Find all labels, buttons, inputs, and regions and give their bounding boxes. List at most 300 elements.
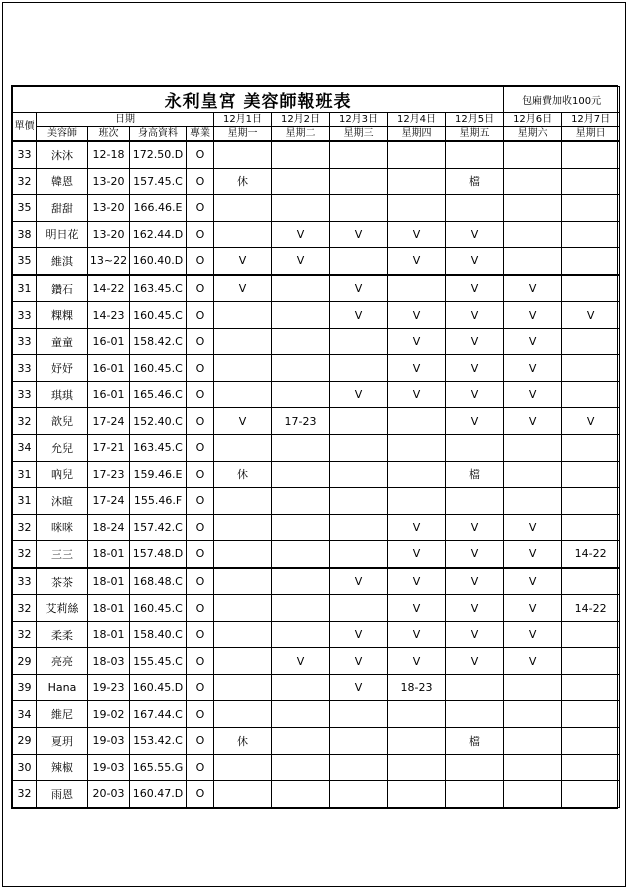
day-cell-3	[330, 168, 388, 195]
header-date-1: 12月1日	[214, 113, 272, 127]
body-stats-cell: 160.45.C	[130, 302, 187, 329]
day-cell-1	[214, 781, 272, 808]
day-cell-5: V	[446, 541, 504, 568]
body-stats-cell: 158.42.C	[130, 328, 187, 355]
day-cell-4	[388, 754, 446, 781]
day-cell-6	[504, 754, 562, 781]
shift-cell: 19-23	[88, 674, 130, 701]
shift-cell: 18-01	[88, 595, 130, 622]
table-row	[13, 141, 620, 168]
specialty-cell: O	[187, 195, 214, 222]
day-cell-5: V	[446, 648, 504, 675]
day-cell-3	[330, 195, 388, 222]
header-shift: 班次	[88, 127, 130, 142]
table-row	[13, 248, 620, 275]
day-cell-3: V	[330, 221, 388, 248]
day-cell-1	[214, 221, 272, 248]
day-cell-1: 休	[214, 728, 272, 755]
table-row	[13, 648, 620, 675]
body-stats-cell: 158.40.C	[130, 621, 187, 648]
specialty-cell: O	[187, 541, 214, 568]
day-cell-4	[388, 701, 446, 728]
day-cell-1	[214, 302, 272, 329]
rate-cell: 34	[13, 701, 37, 728]
private-room-fee-note: 包廂費加收100元	[504, 87, 620, 113]
day-cell-1	[214, 195, 272, 222]
day-cell-1	[214, 621, 272, 648]
day-cell-2	[272, 674, 330, 701]
name-cell: 三三	[37, 541, 88, 568]
shift-cell: 16-01	[88, 355, 130, 382]
day-cell-4: V	[388, 595, 446, 622]
day-cell-6	[504, 248, 562, 275]
specialty-cell: O	[187, 781, 214, 808]
day-cell-1	[214, 595, 272, 622]
name-cell: 雨恩	[37, 781, 88, 808]
day-cell-7	[562, 488, 620, 515]
rate-cell: 29	[13, 728, 37, 755]
day-cell-2	[272, 195, 330, 222]
day-cell-5: V	[446, 302, 504, 329]
day-cell-7	[562, 355, 620, 382]
day-cell-1	[214, 514, 272, 541]
shift-cell: 18-24	[88, 514, 130, 541]
day-cell-4	[388, 488, 446, 515]
rate-cell: 38	[13, 221, 37, 248]
day-cell-3	[330, 408, 388, 435]
page-title: 永利皇宮 美容師報班表	[13, 87, 504, 113]
day-cell-1	[214, 488, 272, 515]
day-cell-1: V	[214, 275, 272, 302]
day-cell-5: V	[446, 595, 504, 622]
shift-cell: 17-24	[88, 408, 130, 435]
table-row	[13, 728, 620, 755]
header-dates-row	[13, 113, 620, 127]
header-date-6: 12月6日	[504, 113, 562, 127]
name-cell: 辣椒	[37, 754, 88, 781]
day-cell-7: 14-22	[562, 595, 620, 622]
table-row	[13, 674, 620, 701]
day-cell-7	[562, 514, 620, 541]
day-cell-7	[562, 568, 620, 595]
day-cell-3	[330, 248, 388, 275]
body-stats-cell: 159.46.E	[130, 461, 187, 488]
rate-cell: 33	[13, 568, 37, 595]
day-cell-7	[562, 168, 620, 195]
shift-cell: 13-20	[88, 195, 130, 222]
day-cell-3	[330, 701, 388, 728]
day-cell-3: V	[330, 568, 388, 595]
specialty-cell: O	[187, 355, 214, 382]
day-cell-5: 檔	[446, 728, 504, 755]
day-cell-2	[272, 568, 330, 595]
day-cell-2: V	[272, 248, 330, 275]
day-cell-6: V	[504, 568, 562, 595]
specialty-cell: O	[187, 408, 214, 435]
day-cell-2	[272, 541, 330, 568]
day-cell-3	[330, 595, 388, 622]
day-cell-6: V	[504, 328, 562, 355]
shift-cell: 18-01	[88, 541, 130, 568]
rate-cell: 39	[13, 674, 37, 701]
day-cell-7	[562, 781, 620, 808]
day-cell-3: V	[330, 302, 388, 329]
rate-cell: 31	[13, 461, 37, 488]
day-cell-2	[272, 514, 330, 541]
body-stats-cell: 167.44.C	[130, 701, 187, 728]
day-cell-4: V	[388, 248, 446, 275]
header-weekday-6: 星期六	[504, 127, 562, 142]
day-cell-6	[504, 168, 562, 195]
day-cell-7	[562, 248, 620, 275]
table-row	[13, 328, 620, 355]
specialty-cell: O	[187, 141, 214, 168]
body-stats-cell: 160.45.C	[130, 595, 187, 622]
body-stats-cell: 155.45.C	[130, 648, 187, 675]
name-cell: 維淇	[37, 248, 88, 275]
table-row	[13, 221, 620, 248]
day-cell-3	[330, 754, 388, 781]
body-stats-cell: 163.45.C	[130, 275, 187, 302]
name-cell: Hana	[37, 674, 88, 701]
day-cell-6	[504, 461, 562, 488]
body-stats-cell: 160.47.D	[130, 781, 187, 808]
header-name: 美容師	[37, 127, 88, 142]
day-cell-7	[562, 221, 620, 248]
day-cell-2	[272, 275, 330, 302]
specialty-cell: O	[187, 275, 214, 302]
day-cell-7: V	[562, 302, 620, 329]
day-cell-2: V	[272, 221, 330, 248]
day-cell-2	[272, 435, 330, 462]
day-cell-1: V	[214, 248, 272, 275]
specialty-cell: O	[187, 674, 214, 701]
day-cell-4	[388, 408, 446, 435]
day-cell-1	[214, 754, 272, 781]
rate-cell: 32	[13, 621, 37, 648]
rate-cell: 33	[13, 355, 37, 382]
name-cell: 沐暄	[37, 488, 88, 515]
day-cell-6: V	[504, 541, 562, 568]
shift-cell: 19-03	[88, 754, 130, 781]
specialty-cell: O	[187, 221, 214, 248]
day-cell-7: 14-22	[562, 541, 620, 568]
day-cell-7	[562, 435, 620, 462]
day-cell-5: V	[446, 328, 504, 355]
day-cell-4	[388, 195, 446, 222]
day-cell-7	[562, 754, 620, 781]
day-cell-7: V	[562, 408, 620, 435]
rate-cell: 33	[13, 328, 37, 355]
day-cell-1	[214, 328, 272, 355]
day-cell-7	[562, 195, 620, 222]
day-cell-4	[388, 275, 446, 302]
day-cell-7	[562, 328, 620, 355]
day-cell-4: V	[388, 302, 446, 329]
rate-cell: 32	[13, 781, 37, 808]
day-cell-7	[562, 728, 620, 755]
day-cell-5: V	[446, 221, 504, 248]
name-cell: 維尼	[37, 701, 88, 728]
day-cell-3: V	[330, 275, 388, 302]
body-stats-cell: 157.48.D	[130, 541, 187, 568]
rate-cell: 34	[13, 435, 37, 462]
name-cell: 甜甜	[37, 195, 88, 222]
header-weekday-3: 星期三	[330, 127, 388, 142]
rate-cell: 33	[13, 381, 37, 408]
schedule-sheet	[11, 85, 618, 809]
shift-cell: 16-01	[88, 328, 130, 355]
rate-cell: 31	[13, 488, 37, 515]
table-row	[13, 541, 620, 568]
shift-cell: 17-24	[88, 488, 130, 515]
day-cell-1: 休	[214, 461, 272, 488]
day-cell-4: V	[388, 221, 446, 248]
day-cell-7	[562, 621, 620, 648]
day-cell-4: V	[388, 381, 446, 408]
body-stats-cell: 160.40.D	[130, 248, 187, 275]
title-row	[13, 87, 620, 113]
day-cell-4: V	[388, 355, 446, 382]
rate-cell: 32	[13, 514, 37, 541]
header-date-4: 12月4日	[388, 113, 446, 127]
header-date-5: 12月5日	[446, 113, 504, 127]
day-cell-4	[388, 781, 446, 808]
day-cell-7	[562, 648, 620, 675]
day-cell-4: V	[388, 541, 446, 568]
header-columns-row	[13, 127, 620, 142]
body-stats-cell: 157.42.C	[130, 514, 187, 541]
day-cell-3	[330, 514, 388, 541]
specialty-cell: O	[187, 328, 214, 355]
day-cell-6	[504, 674, 562, 701]
day-cell-2	[272, 168, 330, 195]
specialty-cell: O	[187, 568, 214, 595]
day-cell-5: V	[446, 621, 504, 648]
schedule-table	[12, 86, 620, 808]
day-cell-2	[272, 328, 330, 355]
header-date: 日期	[37, 113, 214, 127]
header-rate: 單價	[13, 113, 37, 142]
body-stats-cell: 168.48.C	[130, 568, 187, 595]
day-cell-6: V	[504, 355, 562, 382]
day-cell-4	[388, 168, 446, 195]
table-row	[13, 568, 620, 595]
day-cell-2: V	[272, 648, 330, 675]
day-cell-3	[330, 328, 388, 355]
body-stats-cell: 172.50.D	[130, 141, 187, 168]
header-weekday-2: 星期二	[272, 127, 330, 142]
day-cell-1: V	[214, 408, 272, 435]
day-cell-3: V	[330, 381, 388, 408]
name-cell: 妤妤	[37, 355, 88, 382]
table-row	[13, 275, 620, 302]
rate-cell: 32	[13, 408, 37, 435]
day-cell-3	[330, 461, 388, 488]
day-cell-3: V	[330, 674, 388, 701]
day-cell-2	[272, 728, 330, 755]
table-row	[13, 488, 620, 515]
header-weekday-5: 星期五	[446, 127, 504, 142]
name-cell: 咪咪	[37, 514, 88, 541]
specialty-cell: O	[187, 648, 214, 675]
specialty-cell: O	[187, 488, 214, 515]
header-weekday-1: 星期一	[214, 127, 272, 142]
day-cell-2	[272, 701, 330, 728]
day-cell-3	[330, 541, 388, 568]
table-row	[13, 302, 620, 329]
shift-cell: 13~22	[88, 248, 130, 275]
specialty-cell: O	[187, 728, 214, 755]
day-cell-3	[330, 488, 388, 515]
day-cell-2	[272, 595, 330, 622]
day-cell-3	[330, 355, 388, 382]
specialty-cell: O	[187, 701, 214, 728]
day-cell-6: V	[504, 514, 562, 541]
shift-cell: 20-03	[88, 781, 130, 808]
shift-cell: 14-23	[88, 302, 130, 329]
day-cell-1	[214, 674, 272, 701]
day-cell-7	[562, 141, 620, 168]
shift-cell: 13-20	[88, 221, 130, 248]
specialty-cell: O	[187, 248, 214, 275]
day-cell-5	[446, 754, 504, 781]
rate-cell: 35	[13, 195, 37, 222]
day-cell-2	[272, 141, 330, 168]
day-cell-7	[562, 674, 620, 701]
day-cell-2	[272, 621, 330, 648]
header-weekday-7: 星期日	[562, 127, 620, 142]
shift-cell: 16-01	[88, 381, 130, 408]
day-cell-2	[272, 781, 330, 808]
day-cell-1	[214, 701, 272, 728]
body-stats-cell: 153.42.C	[130, 728, 187, 755]
specialty-cell: O	[187, 514, 214, 541]
day-cell-7	[562, 381, 620, 408]
day-cell-2	[272, 754, 330, 781]
name-cell: 艾莉絲	[37, 595, 88, 622]
day-cell-2	[272, 381, 330, 408]
day-cell-2	[272, 488, 330, 515]
header-date-7: 12月7日	[562, 113, 620, 127]
day-cell-4: 18-23	[388, 674, 446, 701]
body-stats-cell: 160.45.D	[130, 674, 187, 701]
day-cell-5	[446, 195, 504, 222]
day-cell-5	[446, 141, 504, 168]
day-cell-5	[446, 435, 504, 462]
day-cell-4: V	[388, 568, 446, 595]
shift-cell: 17-21	[88, 435, 130, 462]
rate-cell: 35	[13, 248, 37, 275]
rate-cell: 31	[13, 275, 37, 302]
day-cell-1: 休	[214, 168, 272, 195]
table-row	[13, 781, 620, 808]
header-date-2: 12月2日	[272, 113, 330, 127]
specialty-cell: O	[187, 595, 214, 622]
day-cell-5: V	[446, 248, 504, 275]
header-weekday-4: 星期四	[388, 127, 446, 142]
table-row	[13, 355, 620, 382]
day-cell-5: V	[446, 568, 504, 595]
day-cell-4: V	[388, 621, 446, 648]
body-stats-cell: 166.46.E	[130, 195, 187, 222]
day-cell-5: V	[446, 514, 504, 541]
day-cell-6: V	[504, 408, 562, 435]
day-cell-7	[562, 275, 620, 302]
day-cell-6: V	[504, 648, 562, 675]
day-cell-3	[330, 728, 388, 755]
name-cell: 童童	[37, 328, 88, 355]
name-cell: 吶兒	[37, 461, 88, 488]
day-cell-3	[330, 781, 388, 808]
table-row	[13, 514, 620, 541]
specialty-cell: O	[187, 461, 214, 488]
shift-cell: 19-03	[88, 728, 130, 755]
day-cell-6	[504, 195, 562, 222]
table-row	[13, 621, 620, 648]
rate-cell: 32	[13, 595, 37, 622]
table-row	[13, 381, 620, 408]
day-cell-4: V	[388, 648, 446, 675]
day-cell-6: V	[504, 275, 562, 302]
shift-cell: 17-23	[88, 461, 130, 488]
body-stats-cell: 152.40.C	[130, 408, 187, 435]
rate-cell: 33	[13, 302, 37, 329]
header-specialty: 專業	[187, 127, 214, 142]
day-cell-2	[272, 302, 330, 329]
day-cell-6: V	[504, 621, 562, 648]
day-cell-7	[562, 701, 620, 728]
shift-cell: 14-22	[88, 275, 130, 302]
day-cell-3: V	[330, 621, 388, 648]
day-cell-2: 17-23	[272, 408, 330, 435]
day-cell-5	[446, 674, 504, 701]
body-stats-cell: 160.45.C	[130, 355, 187, 382]
day-cell-1	[214, 381, 272, 408]
body-stats-cell: 165.55.G	[130, 754, 187, 781]
body-stats-cell: 155.46.F	[130, 488, 187, 515]
day-cell-6: V	[504, 381, 562, 408]
day-cell-4	[388, 461, 446, 488]
table-row	[13, 195, 620, 222]
day-cell-1	[214, 355, 272, 382]
rate-cell: 32	[13, 168, 37, 195]
name-cell: 鑽石	[37, 275, 88, 302]
day-cell-6: V	[504, 595, 562, 622]
name-cell: 亮亮	[37, 648, 88, 675]
day-cell-4	[388, 141, 446, 168]
day-cell-6	[504, 781, 562, 808]
rate-cell: 30	[13, 754, 37, 781]
day-cell-6	[504, 435, 562, 462]
day-cell-4: V	[388, 514, 446, 541]
table-row	[13, 461, 620, 488]
specialty-cell: O	[187, 754, 214, 781]
name-cell: 沐沐	[37, 141, 88, 168]
table-row	[13, 408, 620, 435]
day-cell-3	[330, 435, 388, 462]
specialty-cell: O	[187, 302, 214, 329]
day-cell-2	[272, 461, 330, 488]
day-cell-4	[388, 435, 446, 462]
day-cell-5: V	[446, 381, 504, 408]
body-stats-cell: 162.44.D	[130, 221, 187, 248]
day-cell-6: V	[504, 302, 562, 329]
day-cell-5: V	[446, 355, 504, 382]
header-date-3: 12月3日	[330, 113, 388, 127]
day-cell-6	[504, 728, 562, 755]
day-cell-5	[446, 701, 504, 728]
